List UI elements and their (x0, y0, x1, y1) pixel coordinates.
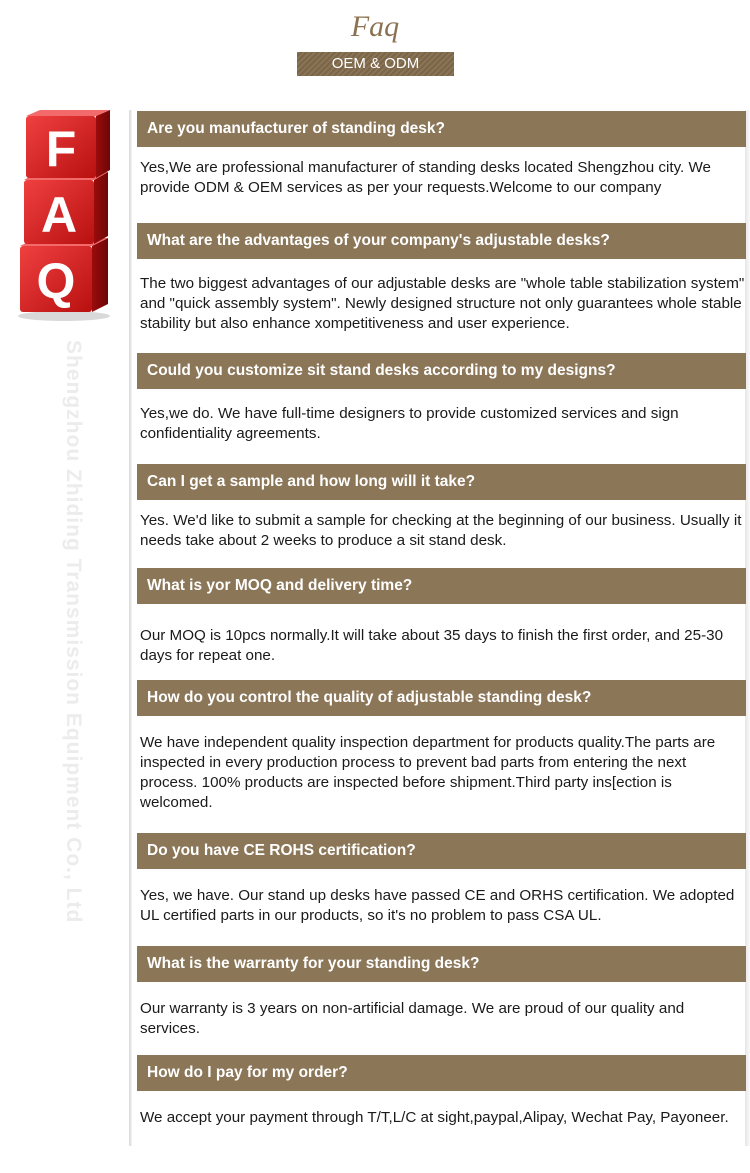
faq-answer: We accept your payment through T/T,L/C at sight,paypal,Alipay, Wechat Pay, Payoneer. (140, 1109, 729, 1126)
faq-answer: Our MOQ is 10pcs normally.It will take about 35 days to finish the first order, and 25-30 days for repeat one. (140, 627, 724, 664)
faq-question: How do I pay for my order? (137, 1055, 746, 1091)
faq-answer: Our warranty is 3 years on non-artificial damage. We are proud of our quality and services. (140, 1000, 685, 1037)
faq-answer: The two biggest advantages of our adjustable desks are "whole table stabilization system" and "quick assembly system". Newly designed structure not only guarantees whole stable stability but also enhance xompetitiveness and user experience. (140, 275, 745, 332)
faq-answer: Yes,We are professional manufacturer of standing desks located Shengzhou city. We provide ODM & OEM services as per your requests.Welcome to our company (140, 159, 711, 196)
logo-letter-a: A (40, 187, 78, 243)
faq-question: What is yor MOQ and delivery time? (137, 568, 746, 604)
faq-answer: Yes. We'd like to submit a sample for checking at the beginning of our business. Usually it needs take about 2 weeks to produce a sit stand desk. (140, 512, 742, 549)
faq-question: What are the advantages of your company's adjustable desks? (137, 223, 746, 259)
faq-question: Could you customize sit stand desks according to my designs? (137, 353, 746, 389)
faq-item (137, 568, 746, 664)
faq-item (137, 353, 746, 442)
faq-item (137, 833, 746, 924)
faq-answer: Yes, we have. Our stand up desks have passed CE and ORHS certification. We adopted UL certified parts in our products, so it's no problem to pass CSA UL. (140, 887, 735, 924)
company-name-vertical: Shengzhou Zhiding Transmission Equipment Co., Ltd (62, 340, 85, 924)
faq-item (137, 223, 746, 332)
section-band: OEM & ODM (297, 52, 454, 76)
faq-item (137, 1055, 746, 1126)
logo-letter-q: Q (36, 253, 76, 309)
faq-answer: We have independent quality inspection department for products quality.The parts are inspected in every production process to prevent bad parts from entering the next process. 100% products are inspected before shipment.Third party ins[ection is welcomed. (140, 734, 716, 811)
faq-question: What is the warranty for your standing desk? (137, 946, 746, 982)
faq-answer: Yes,we do. We have full-time designers to provide customized services and sign confidentiality agreements. (140, 405, 679, 442)
logo-letter-f: F (45, 121, 77, 177)
faq-item (137, 946, 746, 1037)
faq-question: Are you manufacturer of standing desk? (137, 111, 746, 147)
faq-question: Can I get a sample and how long will it take? (137, 464, 746, 500)
faq-item (137, 680, 746, 811)
faq-item (137, 111, 746, 196)
faq-question: Do you have CE ROHS certification? (137, 833, 746, 869)
page-title: Faq (350, 10, 400, 43)
faq-question: How do you control the quality of adjustable standing desk? (137, 680, 746, 716)
faq-item (137, 464, 746, 549)
